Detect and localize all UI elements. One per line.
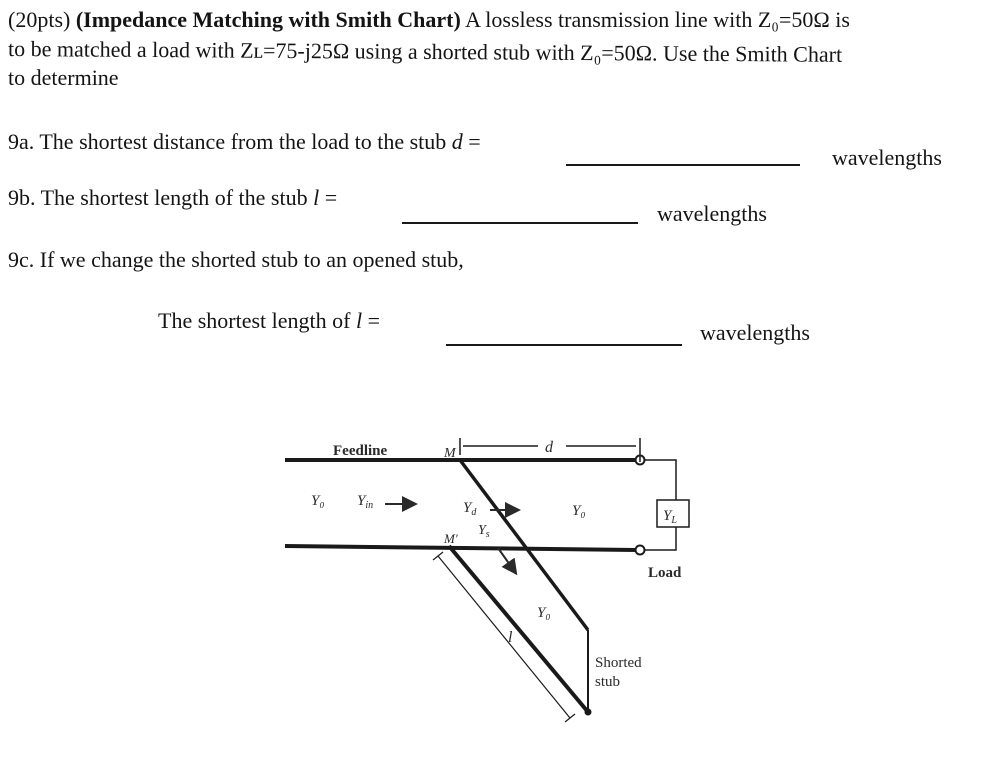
unit-9b: wavelengths [657,201,767,226]
question-9b-var: l [313,185,320,210]
label-y0-stub: Y₀ [537,605,551,621]
load-wire-bottom [644,527,676,550]
question-9c-eq: = [362,308,381,333]
label-shorted: Shorted [595,655,642,671]
label-yd: $Y_d$ [463,500,477,518]
problem-line-3: to determine [8,65,119,90]
unit-9c: wavelengths [700,320,810,345]
unit-9a: wavelengths [832,145,942,170]
arrow-ys [498,548,515,572]
question-9c-var: l [355,308,363,333]
question-9c: 9c. If we change the shorted stub to an opened stub, [8,247,464,272]
label-m-prime: M′ [444,531,458,546]
question-9b-eq: = [319,185,338,210]
question-9c-prompt: The shortest length of [158,308,356,333]
terminal-bottom [636,546,645,555]
label-feedline: Feedline [333,443,388,459]
label-ys: $Y_s$ [478,523,490,540]
stub-conductor-1 [449,546,588,712]
problem-line-2: to be matched a load with Zʟ=75-j25Ω using a shorted stub with Z₀=50Ω. Use the Smith Chart [7,36,843,67]
stub-conductor-2 [460,460,588,630]
label-yin: $Y_{in}$ [357,493,374,511]
bottom-conductor [285,546,640,550]
label-y0-left: Y₀ [311,493,325,509]
question-9a-var: d [451,129,463,154]
question-9a-eq: = [462,129,481,154]
label-m: M [444,446,456,461]
label-stub: stub [595,674,621,690]
label-d: d [545,439,553,456]
stub-end-dot [585,709,592,716]
label-load: Load [648,565,682,581]
label-yl: $Y_L$ [663,508,677,526]
problem-intro-1: A lossless transmission line with Z₀=50Ω is [460,7,850,32]
label-y0-mid: Y₀ [572,503,586,519]
question-9a-prompt: 9a. The shortest distance from the load to the stub [8,129,452,154]
load-wire-top [644,460,676,500]
problem-heading: (Impedance Matching with Smith Chart) [75,7,461,32]
problem-points: (20pts) [8,7,71,32]
question-9b-prompt: 9b. The shortest length of the stub [8,185,314,210]
label-l: l [508,629,513,646]
